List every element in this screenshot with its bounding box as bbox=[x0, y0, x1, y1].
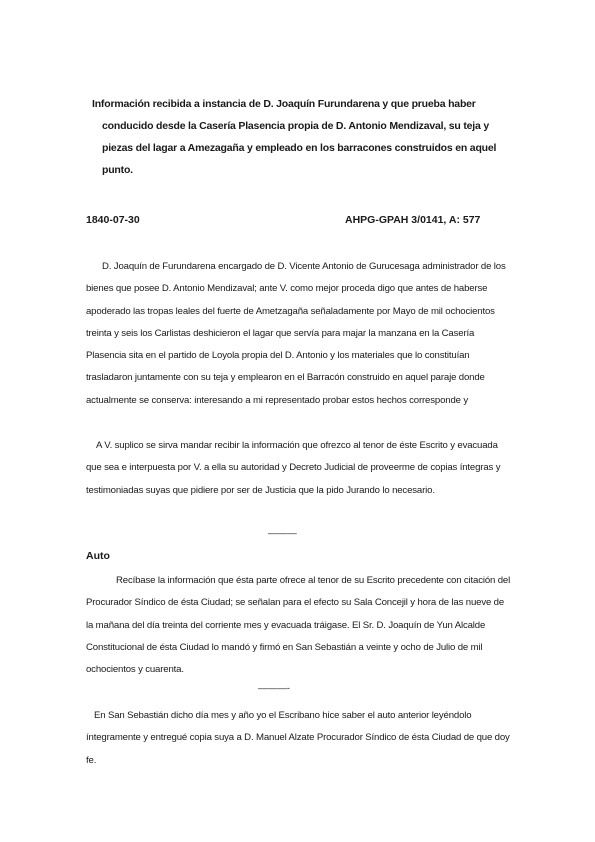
title-continuation: conducido desde la Casería Plasencia propia de D. Antonio Mendizaval, su teja y piezas del lagar a Amezagaña y empleado en los barracones construidos en aquel punto. bbox=[102, 120, 497, 176]
notification-paragraph: En San Sebastián dicho día mes y año yo el Escribano hice saber el auto anterior leyéndolo íntegramente y entregué copia suya a D. Manuel Alzate Procurador Síndico de ésta Ciudad de que doy fe. bbox=[86, 710, 510, 766]
petition-paragraph: D. Joaquín de Furundarena encargado de D. Vicente Antonio de Gurucesaga administrador de los bienes que posee D. Antonio Mendizaval; ante V. como mejor proceda digo que antes de haberse apoderado las tropas leales del fuerte de Ametzagaña señaladamente por Mayo de mil ochocientos treinta y seis los Carlistas deshicieron el lagar que servía para majar la manzana en la Casería Plasencia sita en el partido de Loyola propia del D. Antonio y los materiales que lo constituían trasladaron juntamente con su teja y emplearon en el Barracón construido en aquel paraje donde actualmente se conserva: interesando a mi representado probar estos hechos corresponde y bbox=[86, 261, 506, 406]
archive-reference: AHPG-GPAH 3/0141, A: 577 bbox=[345, 214, 481, 226]
auto-paragraph: Recíbase la información que ésta parte ofrece al tenor de su Escrito precedente con citación del Procurador Síndico de ésta Ciudad; se señalan para el efecto su Sala Concejil y hora de las nueve de la mañana del día treinta del corriente mes y evacuada tráigase. El Sr. D. Joaquín de Yun Alcalde Constitucional de ésta Ciudad lo mandó y firmó en San Sebastián a veinte y ocho de Julio de mil ochocientos y cuarenta. bbox=[86, 575, 511, 676]
section-separator: ———- bbox=[258, 683, 290, 694]
document-date: 1840-07-30 bbox=[86, 214, 140, 226]
title-line-first: Información recibida a instancia de D. Joaquín Furundarena y que prueba haber bbox=[92, 98, 476, 110]
section-separator: ——— bbox=[268, 528, 297, 539]
document-title bbox=[92, 93, 512, 181]
auto-heading: Auto bbox=[86, 550, 110, 562]
request-paragraph: A V. suplico se sirva mandar recibir la información que ofrezco al tenor de éste Escrito y evacuada que sea e interpuesta por V. a ella su autoridad y Decreto Judicial de proveerme de copias íntegras y testimoniadas suyas que pidiere por ser de Justicia que la pido Jurando lo necesario. bbox=[86, 440, 501, 496]
